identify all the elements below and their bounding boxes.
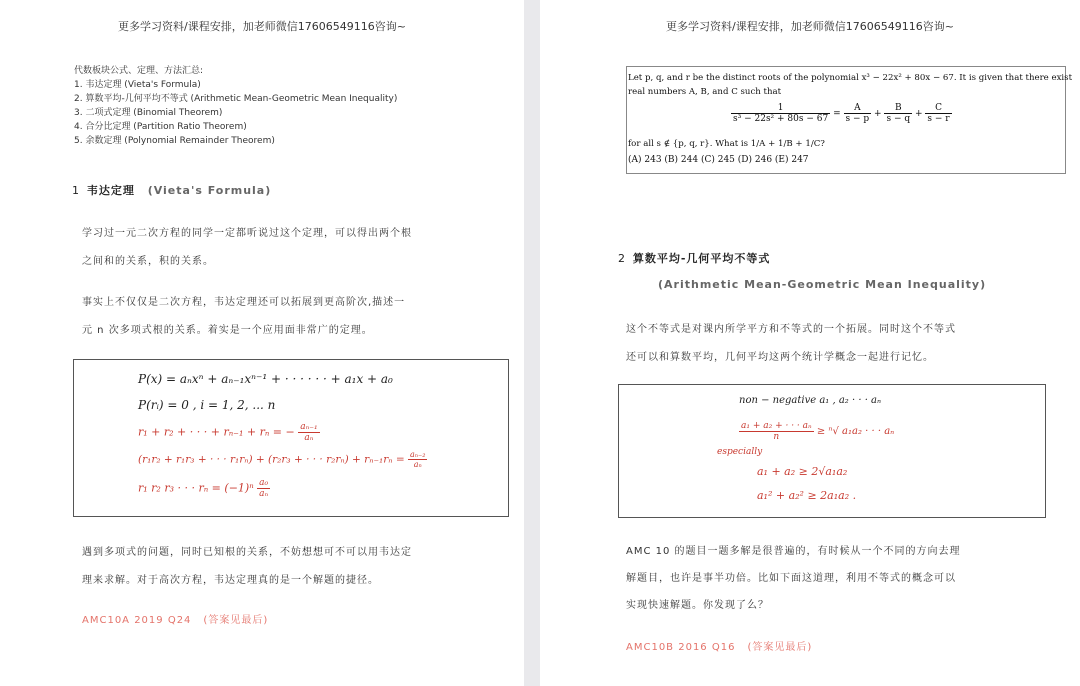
problem-line: for all s ∉ {p, q, r}. What is 1/A + 1/B + 1/C? bbox=[628, 139, 825, 149]
paragraph-line: 学习过一元二次方程的同学一定都听说过这个定理，可以得出两个根 bbox=[82, 228, 412, 239]
fraction-numerator: A bbox=[844, 103, 872, 114]
left-page bbox=[0, 0, 524, 686]
section-number: 2 bbox=[618, 252, 626, 265]
page-header: 更多学习资料/课程安排，加老师微信17606549116咨询~ bbox=[666, 20, 954, 33]
equation-fraction bbox=[844, 103, 872, 124]
fraction-denominator: aₙ bbox=[413, 460, 422, 469]
fraction-numerator: 1 bbox=[731, 103, 830, 114]
paragraph-line: AMC 10 的题目一题多解是很普遍的，有时候从一个不同的方向去理 bbox=[626, 546, 961, 557]
formula-text: r₁ r₂ r₃ · · · rₙ = (−1)ⁿ bbox=[138, 481, 254, 495]
fraction-numerator: aₙ₋₁ bbox=[300, 422, 318, 432]
summary-item: 4. 合分比定理 (Partition Ratio Theorem) bbox=[74, 122, 247, 132]
fraction-denominator: aₙ bbox=[304, 433, 314, 443]
fraction-denominator: n bbox=[773, 432, 780, 442]
formula-line: a₁² + a₂² ≥ 2a₁a₂ . bbox=[757, 489, 857, 502]
summary-item: 3. 二项式定理 (Binomial Theorem) bbox=[74, 108, 223, 118]
answer-choices: (A) 243 (B) 244 (C) 245 (D) 246 (E) 247 bbox=[628, 155, 809, 165]
formula-fraction bbox=[257, 478, 270, 499]
section-subtitle bbox=[658, 278, 986, 291]
paragraph-line: 解题目，也许是事半功倍。比如下面这道理，利用不等式的概念可以 bbox=[626, 573, 956, 584]
vieta-formula-box bbox=[73, 359, 509, 517]
fraction-denominator: s − q bbox=[886, 114, 911, 124]
fraction-numerator: aₙ₋₂ bbox=[409, 450, 426, 459]
section-title: 算数平均-几何平均不等式 bbox=[632, 252, 771, 265]
formula-fraction bbox=[408, 450, 427, 469]
section-number: 1 bbox=[72, 184, 80, 197]
formula-fraction bbox=[298, 422, 319, 443]
fraction-numerator: a₀ bbox=[257, 478, 270, 489]
problem-line: real numbers A, B, and C such that bbox=[628, 87, 782, 97]
fraction-numerator: a₁ + a₂ + · · · aₙ bbox=[741, 421, 812, 431]
paragraph-line: 这个不等式是对课内所学平方和不等式的一个拓展。同时这个不等式 bbox=[626, 324, 956, 335]
formula-line bbox=[739, 421, 894, 442]
paragraph-line: 遇到多项式的问题，同时已知根的关系，不妨想想可不可以用韦达定 bbox=[82, 547, 412, 558]
formula-text: (r₁r₂ + r₁r₃ + · · · r₁rₙ) + (r₂r₃ + · · · r₂rₙ) + rₙ₋₁rₙ = bbox=[138, 453, 405, 466]
fraction-denominator: s − p bbox=[845, 114, 870, 124]
summary-item: 2. 算数平均-几何平均不等式 (Arithmetic Mean-Geometric Mean Inequality) bbox=[74, 94, 398, 104]
summary-item: 1. 韦达定理 (Vieta's Formula) bbox=[74, 80, 201, 90]
section-title: 韦达定理 bbox=[86, 184, 135, 197]
paragraph-line: 事实上不仅仅是二次方程，韦达定理还可以拓展到更高阶次,描述一 bbox=[82, 297, 406, 308]
paragraph-line: 实现快速解题。你发现了么？ bbox=[626, 600, 769, 611]
paragraph-line: 之间和的关系，积的关系。 bbox=[82, 256, 214, 267]
problem-reference bbox=[82, 611, 268, 626]
reference-answer-note: (答案见最后) bbox=[203, 615, 269, 626]
formula-line: P(rᵢ) = 0 , i = 1, 2, ... n bbox=[138, 398, 276, 412]
paragraph-line: 还可以和算数平均，几何平均这两个统计学概念一起进行记忆。 bbox=[626, 352, 934, 363]
section-title-en: (Arithmetic Mean-Geometric Mean Inequality) bbox=[658, 278, 987, 291]
equation-fraction bbox=[884, 103, 912, 124]
section-heading bbox=[72, 182, 271, 198]
fraction-denominator: s − r bbox=[927, 114, 950, 124]
summary-item: 5. 余数定理 (Polynomial Remainder Theorem) bbox=[74, 136, 275, 146]
especially-note: especially bbox=[717, 447, 763, 457]
summary-title: 代数板块公式、定理、方法汇总: bbox=[74, 66, 204, 76]
equation-fraction bbox=[925, 103, 951, 124]
formula-line bbox=[138, 478, 270, 499]
fraction-denominator: aₙ bbox=[259, 489, 269, 499]
paragraph-line: 理来求解。对于高次方程，韦达定理真的是一个解题的捷径。 bbox=[82, 575, 379, 586]
page-header: 更多学习资料/课程安排，加老师微信17606549116咨询~ bbox=[118, 20, 406, 33]
section-heading bbox=[618, 250, 770, 266]
formula-line: P(x) = aₙxⁿ + aₙ₋₁xⁿ⁻¹ + · · · · · · + a₁x + a₀ bbox=[138, 372, 393, 386]
formula-text: r₁ + r₂ + · · · + rₙ₋₁ + rₙ = − bbox=[138, 425, 295, 439]
formula-text: ≥ ⁿ√ a₁a₂ · · · aₙ bbox=[816, 426, 895, 437]
reference-answer-note: (答案见最后) bbox=[747, 642, 813, 653]
problem-line: Let p, q, and r be the distinct roots of the polynomial x³ − 22x² + 80x − 67. It is given that there exist bbox=[628, 73, 1073, 83]
fraction-numerator: B bbox=[884, 103, 912, 114]
amgm-formula-box bbox=[618, 384, 1046, 518]
formula-line: non − negative a₁ , a₂ · · · aₙ bbox=[739, 395, 882, 406]
formula-line bbox=[138, 450, 427, 469]
amc-problem-box bbox=[626, 66, 1073, 174]
equation-fraction bbox=[731, 103, 830, 124]
formula-fraction bbox=[739, 421, 814, 442]
problem-equation: $\frac{1}{\text{s³ − 22s² + 80s − 67}}$ = $\frac{A}{s - p}$ + $\frac{B}{s - q}$ + $\frac{C}{s - r}$ bbox=[733, 103, 950, 124]
fraction-denominator: s³ − 22s² + 80s − 67 bbox=[733, 114, 829, 124]
reference-label: AMC10A 2019 Q24 bbox=[82, 615, 192, 626]
right-page bbox=[540, 0, 1080, 686]
formula-line bbox=[138, 422, 320, 443]
formula-line: a₁ + a₂ ≥ 2√a₁a₂ bbox=[757, 465, 848, 478]
problem-reference bbox=[626, 638, 812, 653]
paragraph-line: 元 n 次多项式根的关系。着实是一个应用面非常广的定理。 bbox=[82, 325, 373, 336]
reference-label: AMC10B 2016 Q16 bbox=[626, 642, 736, 653]
section-title-en: (Vieta's Formula) bbox=[147, 184, 272, 197]
summary-list bbox=[74, 64, 397, 148]
fraction-numerator: C bbox=[925, 103, 951, 114]
